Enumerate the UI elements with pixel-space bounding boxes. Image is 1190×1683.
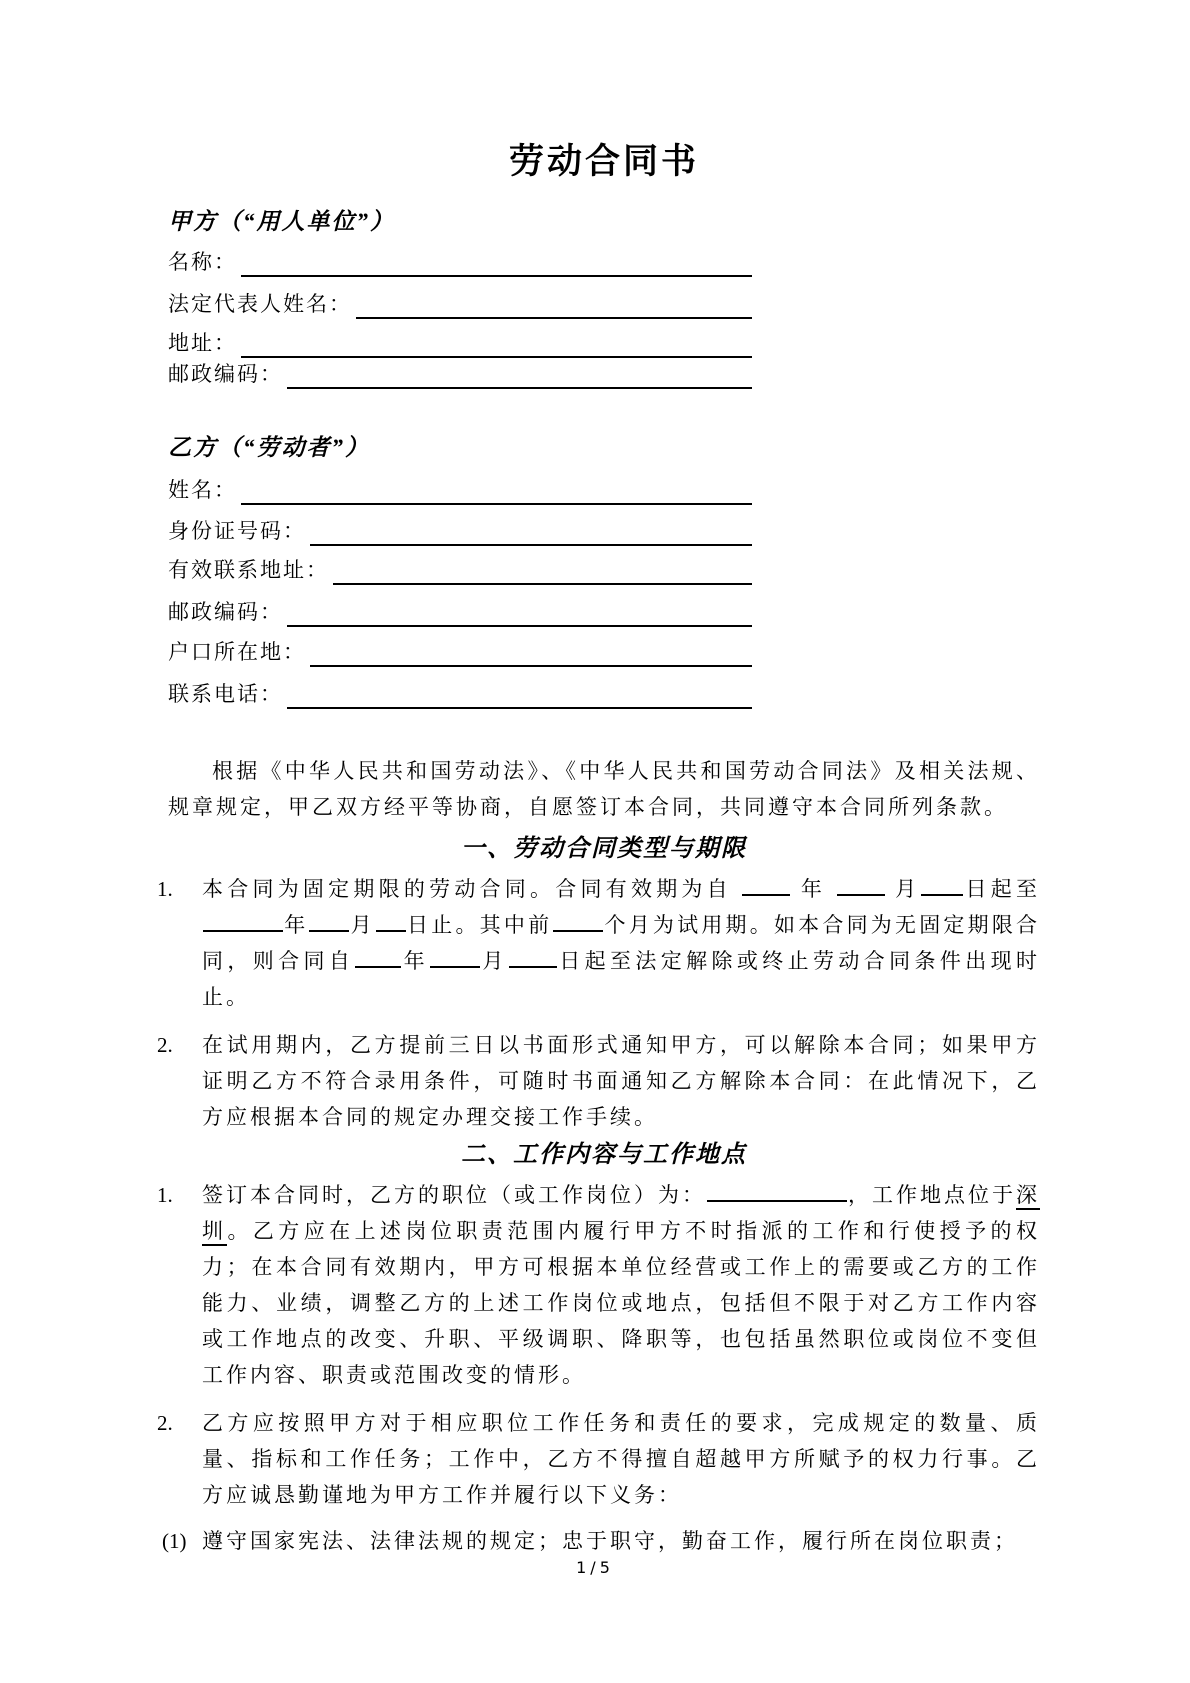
field-label: 邮政编码：	[168, 600, 283, 625]
blank-line	[333, 583, 752, 585]
inline-blank-line	[921, 874, 963, 896]
inline-blank-line	[309, 910, 349, 932]
field-label: 姓名：	[168, 478, 237, 503]
blank-line	[356, 317, 752, 319]
clause-text: 在试用期内，乙方提前三日以书面形式通知甲方，可以解除本合同；如果甲方证明乙方不符合录用条件，可随时书面通知乙方解除本合同：在此情况下，乙方应根据本合同的规定办理交接工作手续。	[202, 1033, 1040, 1130]
party-a-header: 甲方（“用人单位”）	[168, 209, 395, 235]
field-row-company-address	[168, 319, 752, 358]
inline-blank-line	[509, 946, 557, 968]
blank-line	[287, 387, 752, 389]
section-1-heading: 一、劳动合同类型与期限	[461, 836, 747, 863]
section-2-clauses	[157, 1177, 1040, 1513]
section-2-heading: 二、工作内容与工作地点	[461, 1142, 747, 1169]
subclause-text: 遵守国家宪法、法律法规的规定；忠于职守，勤奋工作，履行所在岗位职责；	[202, 1529, 1018, 1554]
inline-blank-line	[203, 910, 283, 932]
blank-line	[287, 625, 752, 627]
page-number: 1/5	[576, 1558, 614, 1577]
underlined-text: 深圳	[202, 1183, 1040, 1246]
page-content	[157, 0, 1041, 1559]
blank-line	[241, 275, 752, 277]
inline-blank-line	[430, 946, 480, 968]
clause-1-2	[157, 1027, 1040, 1135]
blank-line	[241, 503, 752, 505]
clause-number: 1.	[157, 1183, 173, 1208]
section-1-clauses	[157, 871, 1041, 1135]
field-label: 身份证号码：	[168, 519, 306, 544]
field-label: 户口所在地：	[168, 640, 306, 665]
field-row-phone-number	[168, 667, 752, 709]
inline-blank-line	[707, 1180, 847, 1202]
field-label: 名称：	[168, 250, 237, 275]
field-row-company-name	[168, 237, 752, 277]
blank-line	[310, 665, 752, 667]
field-label: 地址：	[168, 331, 237, 356]
field-label: 法定代表人姓名：	[168, 292, 352, 317]
clause-2-2	[157, 1405, 1040, 1513]
field-row-legal-representative	[168, 277, 752, 319]
field-row-id-number	[168, 505, 752, 546]
field-label: 有效联系地址：	[168, 558, 329, 583]
field-row-contact-address	[168, 546, 752, 585]
preamble-paragraph: 根据《中华人民共和国劳动法》、《中华人民共和国劳动合同法》及相关法规、规章规定，甲乙双方经平等协商，自愿签订本合同，共同遵守本合同所列条款。	[168, 759, 1040, 820]
field-row-registered-residence	[168, 627, 752, 667]
inline-blank-line	[837, 874, 885, 896]
field-row-company-postcode	[168, 358, 752, 389]
clause-text: 乙方应按照甲方对于相应职位工作任务和责任的要求，完成规定的数量、质量、指标和工作任务；工作中，乙方不得擅自超越甲方所赋予的权力行事。乙方应诚恳勤谨地为甲方工作并履行以下义务：	[202, 1411, 1040, 1508]
clause-text: 签订本合同时，乙方的职位（或工作岗位）为： ，工作地点位于深圳。乙方应在上述岗位职责范围内履行甲方不时指派的工作和行使授予的权力；在本合同有效期内，甲方可根据本单位经营或工作上的需要或乙方的工作能力、业绩，调整乙方的上述工作岗位或地点，包括但不限于对乙方工作内容或工作地点的改变、升职、平级调职、降职等，也包括虽然职位或岗位不变但工作内容、职责或范围改变的情形。	[202, 1183, 1040, 1387]
field-row-employee-name	[168, 463, 752, 505]
clause-number: 2.	[157, 1033, 173, 1058]
blank-line	[287, 707, 752, 709]
clause-2-1	[157, 1177, 1040, 1393]
clause-text: 本合同为固定期限的劳动合同。合同有效期为自 年 月 日起至 年 月 日止。其中前 个月为试用期。如本合同为无固定期限合同，则合同自 年 月 日起至法定解除或终止劳动合同条件出现时止。	[202, 877, 1040, 1009]
field-label: 邮政编码：	[168, 362, 283, 387]
field-row-employee-postcode	[168, 585, 752, 627]
document-title: 劳动合同书	[508, 142, 699, 182]
blank-line	[241, 356, 752, 358]
inline-blank-line	[553, 910, 603, 932]
clause-number: 1.	[157, 877, 173, 902]
field-label: 联系电话：	[168, 682, 283, 707]
subclause-2-2-1	[162, 1523, 1040, 1559]
party-b-header: 乙方（“劳动者”）	[168, 435, 370, 461]
inline-blank-line	[355, 946, 401, 968]
clause-number: 2.	[157, 1411, 173, 1436]
blank-line	[310, 544, 752, 546]
subclause-number: (1)	[162, 1529, 187, 1554]
inline-blank-line	[376, 910, 406, 932]
clause-1-1	[157, 871, 1041, 1015]
inline-blank-line	[742, 874, 790, 896]
